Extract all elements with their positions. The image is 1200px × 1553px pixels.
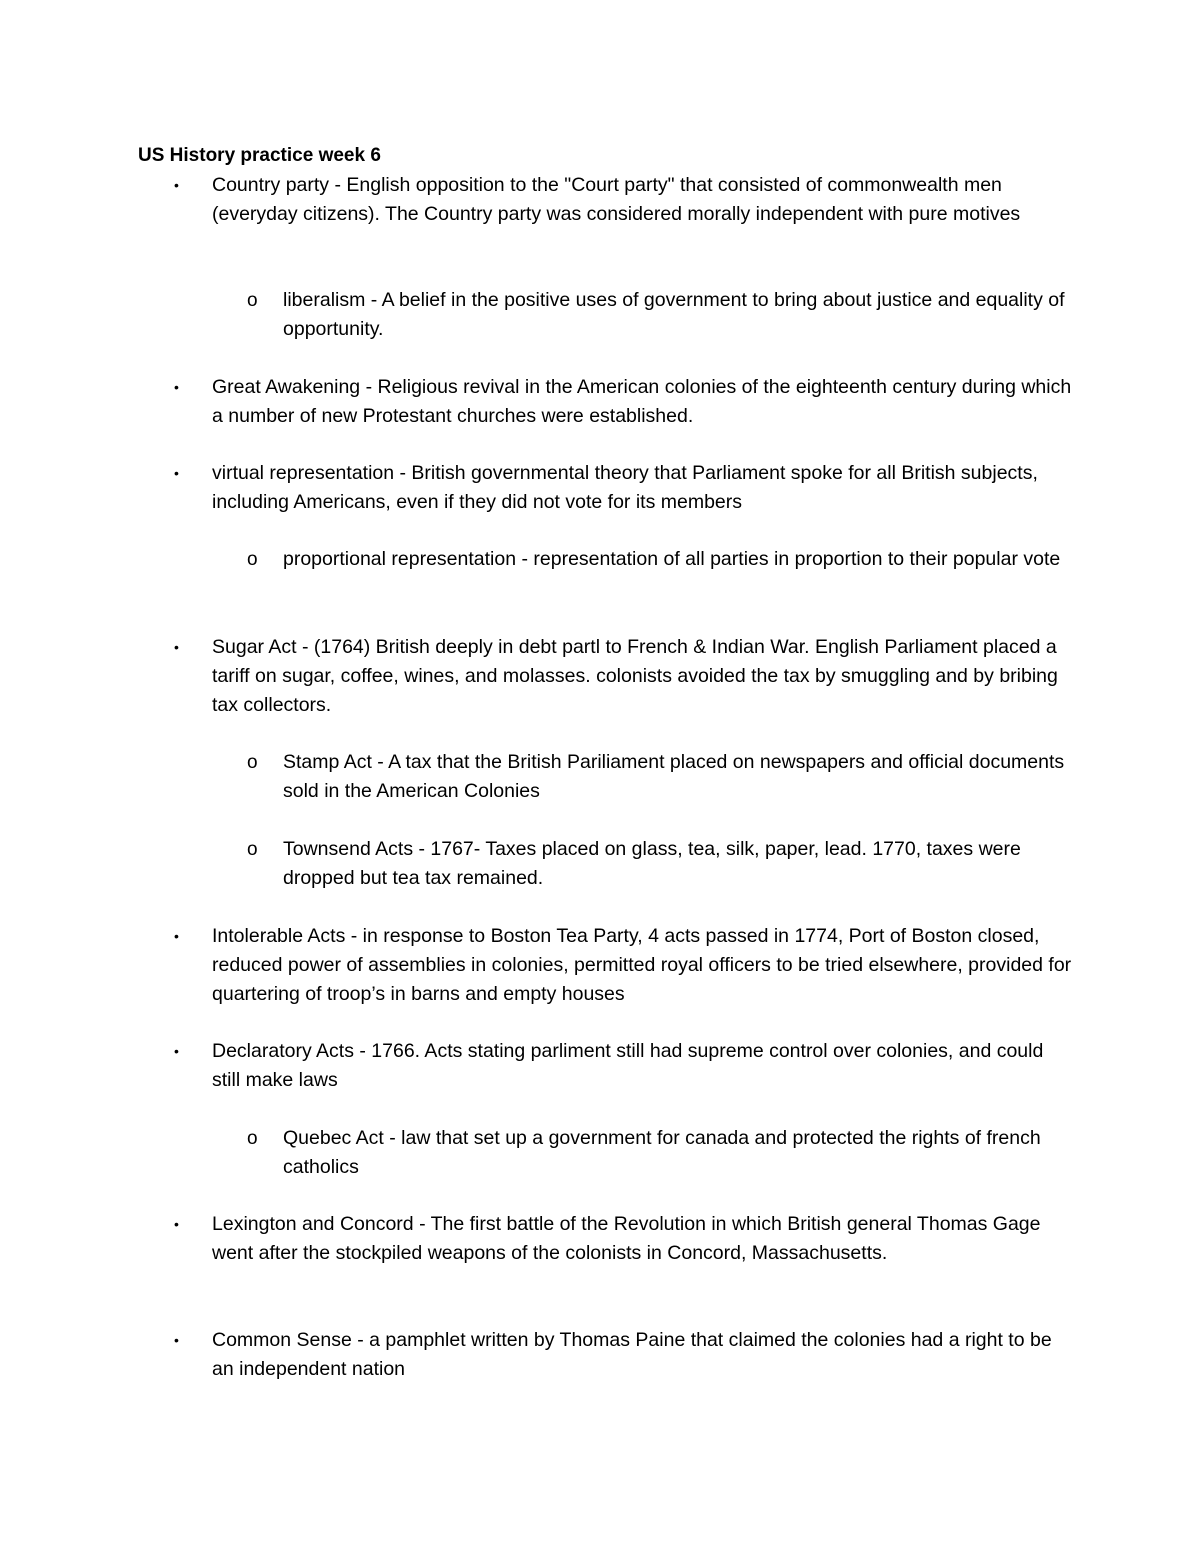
- list-item: [174, 922, 1072, 1009]
- bullet-icon: •: [174, 1332, 179, 1348]
- list-item-text: Great Awakening - Religious revival in the American colonies of the eighteenth century during which a number of new Protestant churches were established.: [212, 376, 1072, 427]
- list-item-text: Townsend Acts - 1767- Taxes placed on glass, tea, silk, paper, lead. 1770, taxes were dropped but tea tax remained.: [283, 838, 1021, 889]
- list-item-text: Lexington and Concord - The first battle of the Revolution in which British general Thomas Gage went after the stockpiled weapons of the colonists in Concord, Massachusetts.: [212, 1213, 1041, 1264]
- list-item-text: Quebec Act - law that set up a government for canada and protected the rights of french catholics: [283, 1127, 1041, 1178]
- bullet-icon: •: [174, 1216, 179, 1232]
- bullet-icon: •: [174, 465, 179, 481]
- list-item-text: Intolerable Acts - in response to Boston Tea Party, 4 acts passed in 1774, Port of Boston closed, reduced power of assemblies in colonies, permitted royal officers to be tried elsewhere, provided for quartering of troop’s in barns and empty houses: [212, 925, 1072, 1005]
- list-item: [174, 1326, 1072, 1384]
- bullet-icon: •: [174, 928, 179, 944]
- page-title: US History practice week 6: [138, 145, 381, 166]
- bullet-icon: •: [174, 1043, 179, 1059]
- sub-bullet-icon: o: [247, 1128, 258, 1149]
- list-item: [247, 545, 1073, 574]
- list-item-text: Declaratory Acts - 1766. Acts stating parliment still had supreme control over colonies, and could still make laws: [212, 1040, 1044, 1091]
- list-item-text: Sugar Act - (1764) British deeply in debt partl to French & Indian War. English Parliament placed a tariff on sugar, coffee, wines, and molasses. colonists avoided the tax by smuggling and by bribing tax collectors.: [212, 636, 1058, 716]
- list-item: [174, 459, 1072, 517]
- list-item: [247, 835, 1073, 893]
- list-item-text: Common Sense - a pamphlet written by Thomas Paine that claimed the colonies had a right to be an independent nation: [212, 1329, 1052, 1380]
- bullet-icon: •: [174, 177, 179, 193]
- list-item: [174, 1210, 1072, 1268]
- list-item-text: Country party - English opposition to the "Court party" that consisted of commonwealth men (everyday citizens). The Country party was considered morally independent with pure motives: [212, 174, 1021, 225]
- sub-bullet-icon: o: [247, 290, 258, 311]
- list-item: [174, 171, 1072, 229]
- list-item-text: Stamp Act - A tax that the British Pariliament placed on newspapers and official documents sold in the American Colonies: [283, 751, 1065, 802]
- sub-bullet-icon: o: [247, 752, 258, 773]
- list-item: [247, 748, 1073, 806]
- list-item-text: liberalism - A belief in the positive uses of government to bring about justice and equality of opportunity.: [283, 289, 1065, 340]
- sub-bullet-icon: o: [247, 549, 258, 570]
- list-item-text: proportional representation - representation of all parties in proportion to their popular vote: [283, 548, 1061, 570]
- list-item: [174, 373, 1072, 431]
- bullet-icon: •: [174, 639, 179, 655]
- list-item: [247, 286, 1073, 344]
- list-item: [174, 633, 1072, 720]
- list-item: [247, 1124, 1073, 1182]
- sub-bullet-icon: o: [247, 839, 258, 860]
- list-item: [174, 1037, 1072, 1095]
- list-item-text: virtual representation - British governmental theory that Parliament spoke for all British subjects, including Americans, even if they did not vote for its members: [212, 462, 1038, 513]
- bullet-icon: •: [174, 379, 179, 395]
